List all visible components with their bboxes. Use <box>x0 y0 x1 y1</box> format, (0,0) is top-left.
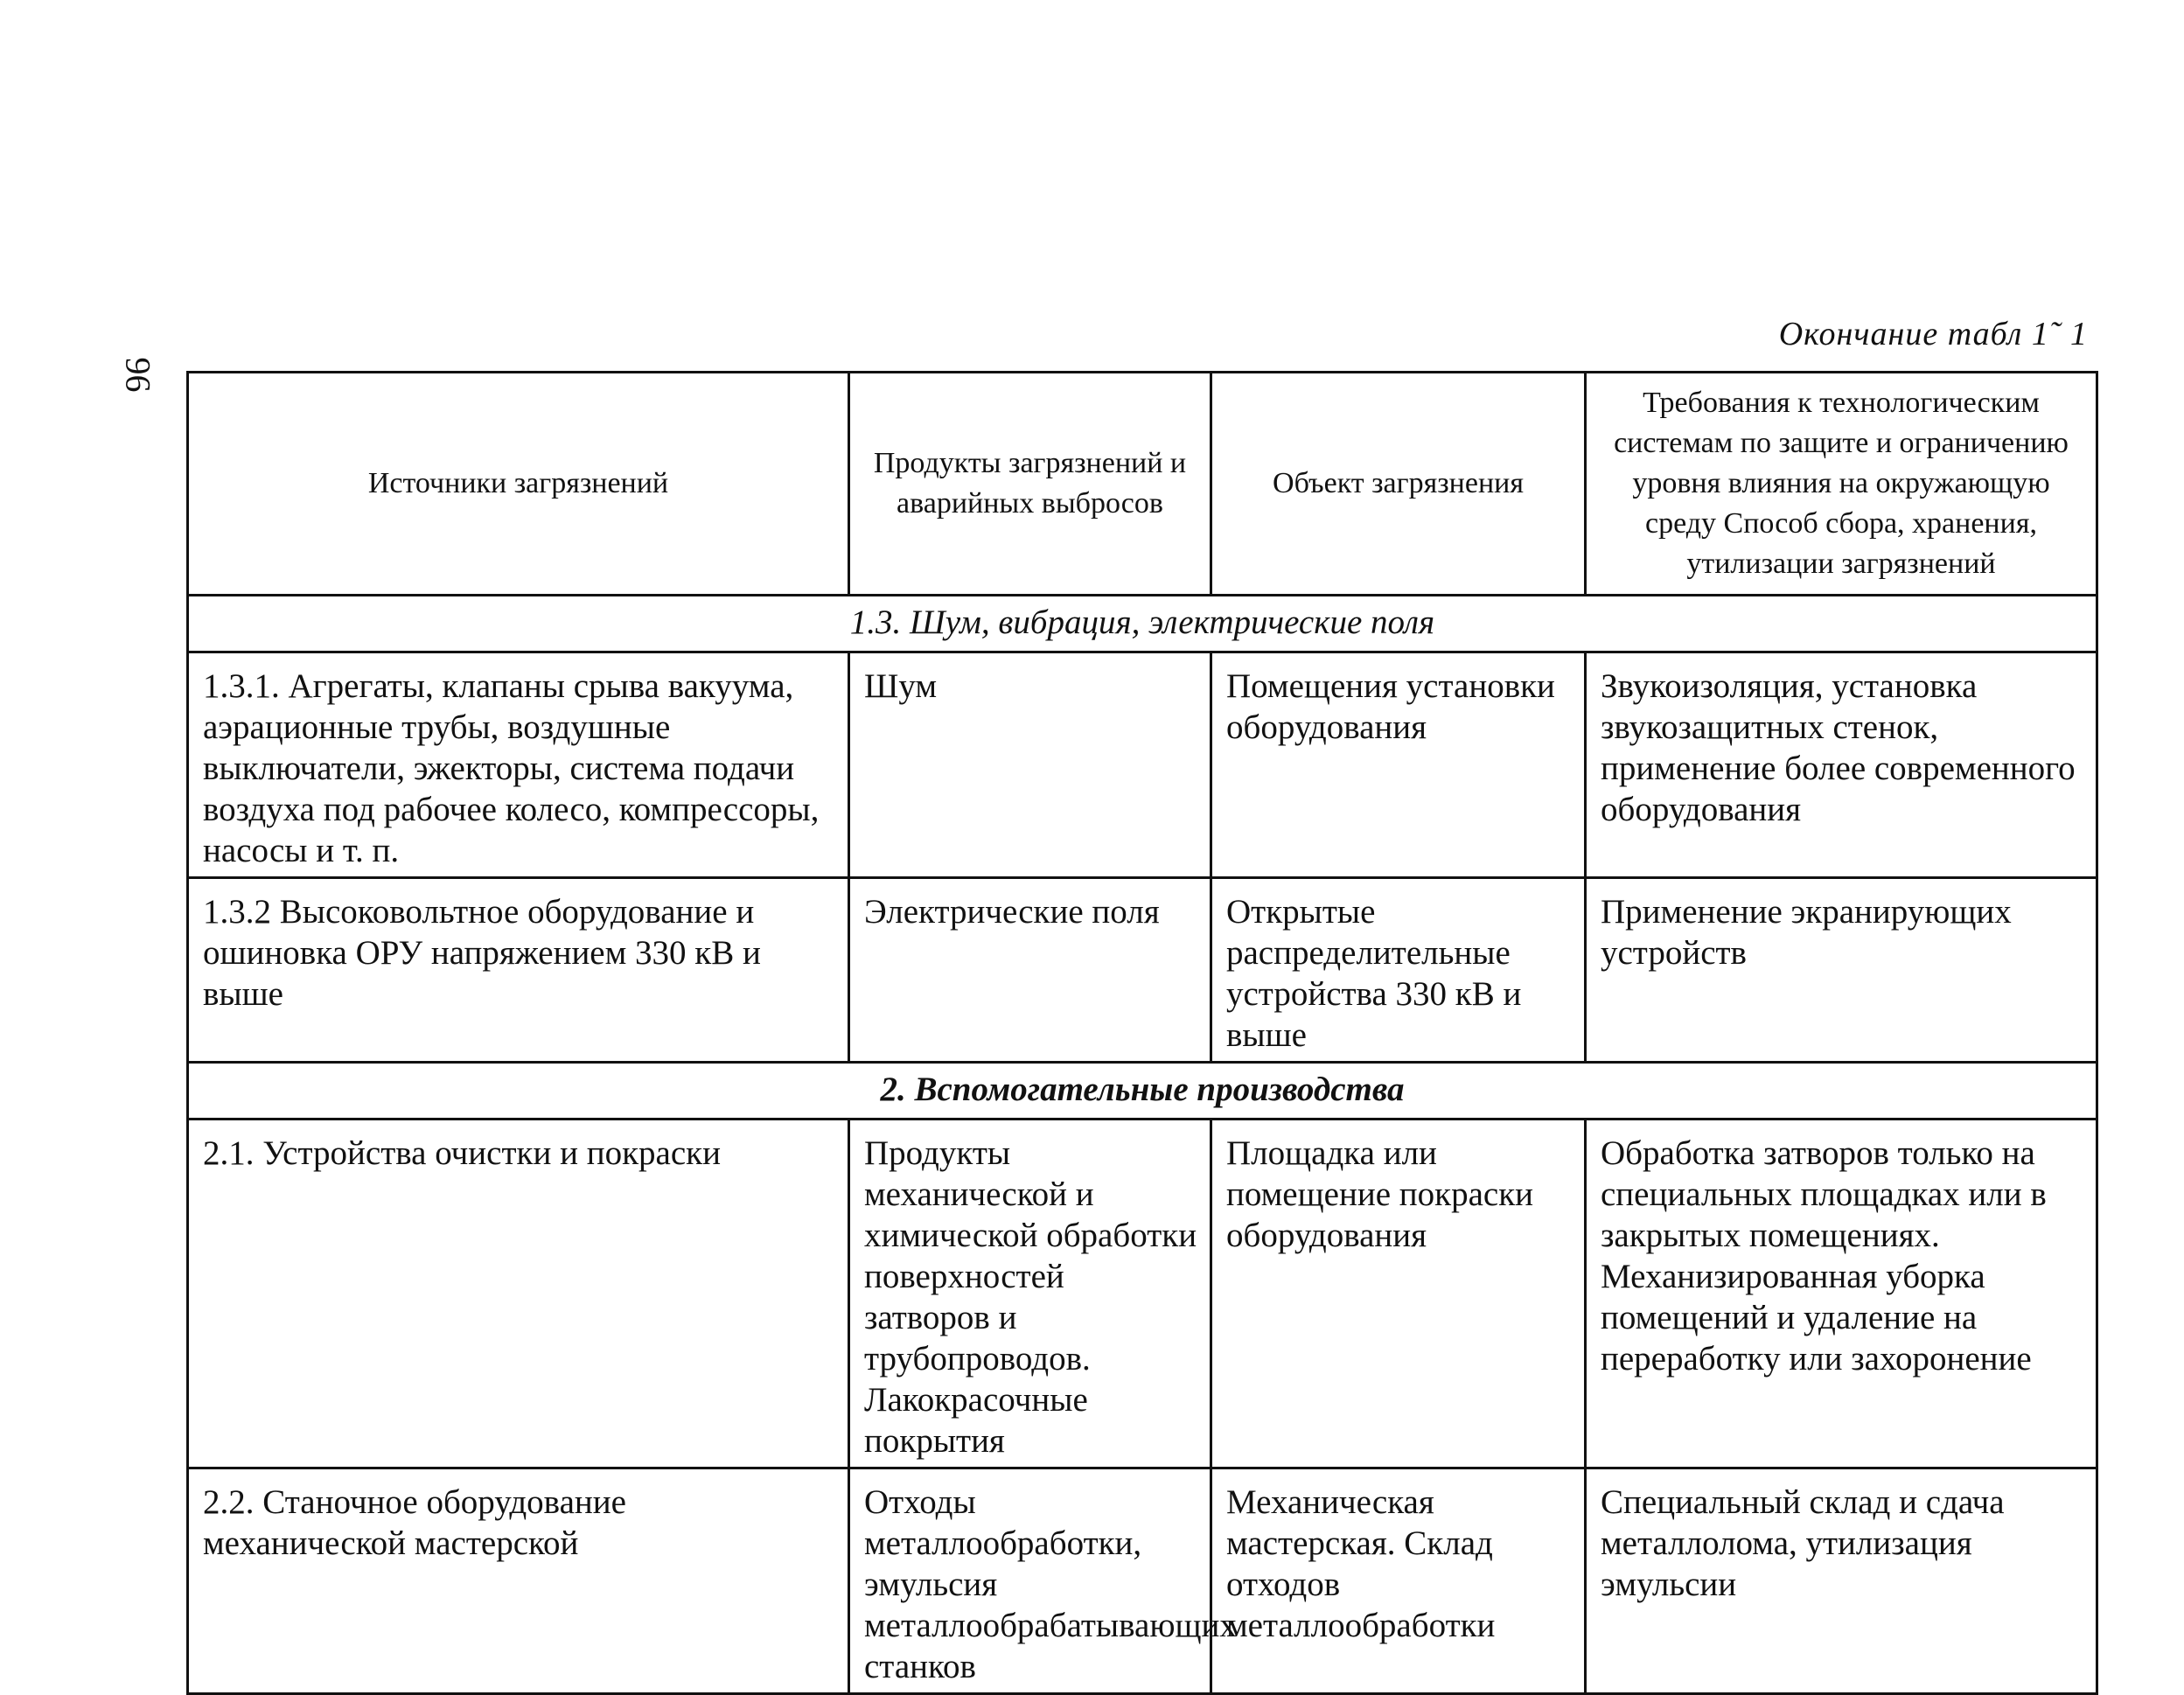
table-row <box>188 1120 2097 1468</box>
cell-products: Электрические поля <box>849 878 1211 1063</box>
table-row <box>188 1468 2097 1694</box>
section-row <box>188 1063 2097 1120</box>
cell-requirements: Обработка затворов только на специальных площадках или в закрытых помещениях. Механизированная уборка помещений и удаление на переработку или захоронение <box>1586 1120 2097 1468</box>
header-object: Объект загрязнения <box>1211 373 1586 596</box>
cell-requirements: Специальный склад и сдача металлолома, утилизация эмульсии <box>1586 1468 2097 1694</box>
table-row <box>188 878 2097 1063</box>
cell-products: Отходы металлообработки, эмульсия металлообрабатывающих станков <box>849 1468 1211 1694</box>
cell-object: Площадка или помещение покраски оборудования <box>1211 1120 1586 1468</box>
section-noise-title: 1.3. Шум, вибрация, электрические поля <box>188 596 2097 652</box>
cell-products: Продукты механической и химической обработки поверхностей затворов и трубопроводов. Лакокрасочные покрытия <box>849 1120 1211 1468</box>
cell-object: Механическая мастерская. Склад отходов металлообработки <box>1211 1468 1586 1694</box>
cell-requirements: Звукоизоляция, установка звукозащитных стенок, применение более современного оборудования <box>1586 652 2097 878</box>
cell-object: Открытые распределительные устройства 330 кВ и выше <box>1211 878 1586 1063</box>
section-auxiliary-title: 2. Вспомогательные производства <box>188 1063 2097 1120</box>
cell-source: 2.1. Устройства очистки и покраски <box>188 1120 849 1468</box>
table-header-row <box>188 373 2097 596</box>
page-number: 96 <box>118 357 158 393</box>
cell-source: 1.3.1. Агрегаты, клапаны срыва вакуума, аэрационные трубы, воздушные выключатели, эжекторы, система подачи воздуха под рабочее колесо, компрессоры, насосы и т. п. <box>188 652 849 878</box>
cell-products: Шум <box>849 652 1211 878</box>
header-sources: Источники загрязнений <box>188 373 849 596</box>
cell-source: 2.2. Станочное оборудование механической мастерской <box>188 1468 849 1694</box>
table-caption: Окончание табл 1˜ 1 <box>1778 316 2088 352</box>
header-requirements: Требования к технологическим системам по защите и ограничению уровня влияния на окружающую среду Способ сбора, хранения, утилизации загрязнений <box>1586 373 2097 596</box>
table-row <box>188 652 2097 878</box>
section-row <box>188 596 2097 652</box>
cell-requirements: Применение экранирующих устройств <box>1586 878 2097 1063</box>
pollution-table <box>186 371 2098 1695</box>
header-products: Продукты загрязнений и аварийных выбросов <box>849 373 1211 596</box>
cell-object: Помещения установки оборудования <box>1211 652 1586 878</box>
cell-source: 1.3.2 Высоковольтное оборудование и ошиновка ОРУ напряжением 330 кВ и выше <box>188 878 849 1063</box>
